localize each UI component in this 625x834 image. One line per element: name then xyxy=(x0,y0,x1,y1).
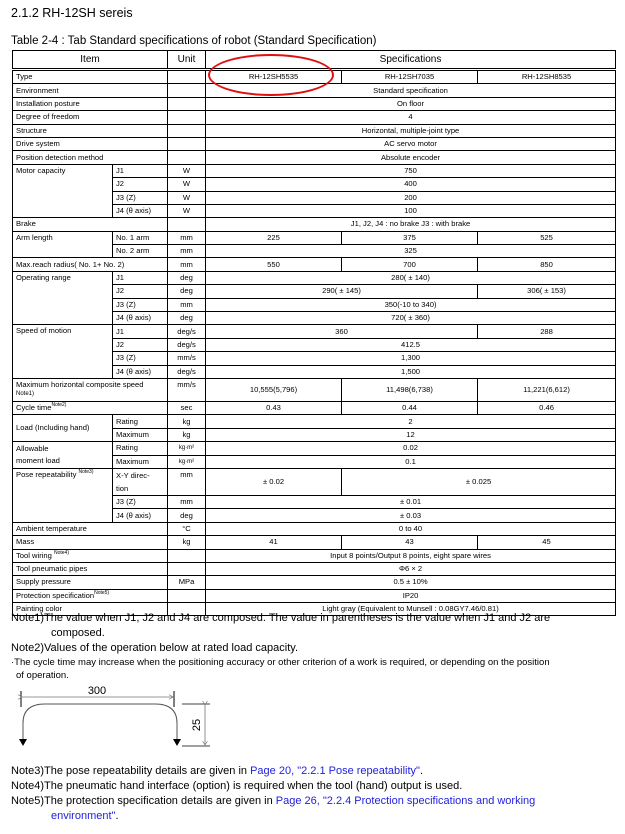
row-value: 400 xyxy=(206,178,616,191)
sub-label: J4 (θ axis) xyxy=(113,509,168,522)
table-row xyxy=(13,589,616,602)
unit: W xyxy=(168,164,206,177)
row-value: IP20 xyxy=(206,589,616,602)
arrow-down-right-icon xyxy=(173,739,181,746)
row-label xyxy=(13,589,168,602)
unit: W xyxy=(168,191,206,204)
table-row xyxy=(13,84,616,97)
wiring-label: Tool wiring xyxy=(16,550,52,560)
unit: mm xyxy=(168,258,206,271)
table-row xyxy=(13,271,616,284)
value-8535: 850 xyxy=(478,258,616,271)
unit: mm xyxy=(168,468,206,495)
row-value: Standard specification xyxy=(206,84,616,97)
row-label: Structure xyxy=(13,124,168,137)
unit: mm xyxy=(168,245,206,258)
table-row xyxy=(13,325,616,338)
table-row xyxy=(13,442,616,455)
spec-table xyxy=(12,50,616,616)
xy-label-2: tion xyxy=(116,483,129,493)
type-rh-12sh7035: RH-12SH7035 xyxy=(342,70,478,84)
row-label xyxy=(13,378,168,401)
cycle-label: Cycle time xyxy=(16,403,52,413)
row-label: Operating range xyxy=(13,271,113,325)
sub-label: J3 (Z) xyxy=(113,191,168,204)
unit: deg/s xyxy=(168,365,206,378)
cycle-path-diagram xyxy=(10,683,210,763)
row-value: 1,300 xyxy=(206,352,616,365)
unit: W xyxy=(168,178,206,191)
row-label: Position detection method xyxy=(13,151,168,164)
sub-label: No. 1 arm xyxy=(113,231,168,244)
row-label: Environment xyxy=(13,84,168,97)
sub-label: J4 (θ axis) xyxy=(113,365,168,378)
note5-continued xyxy=(11,809,616,824)
unit: W xyxy=(168,204,206,217)
sub-label: Maximum xyxy=(113,455,168,468)
note-ref: Note3) xyxy=(78,468,94,475)
row-label: Mass xyxy=(13,536,168,549)
row-value: Light gray (Equivalent to Munsell : 0.08GY7.46/0.81) xyxy=(206,603,616,616)
note2-bullet: ·The cycle time may increase when the positioning accuracy or other criterion of a work is required, or depending on the position xyxy=(11,657,550,668)
table-row xyxy=(13,468,616,495)
row-value: 750 xyxy=(206,164,616,177)
table-row xyxy=(13,258,616,271)
header-item: Item xyxy=(13,51,168,70)
table-row xyxy=(13,576,616,589)
max-speed-label: Maximum horizontal composite speed xyxy=(16,379,144,389)
table-row xyxy=(13,111,616,124)
note5-link[interactable]: Page 26, "2.2.4 Protection specifications and working xyxy=(275,795,536,807)
unit: deg/s xyxy=(168,338,206,351)
arrow-down-left-icon xyxy=(19,739,27,746)
row-value: 12 xyxy=(206,428,616,441)
row-value: 720( ± 360) xyxy=(206,312,616,325)
sub-label: J3 (Z) xyxy=(113,298,168,311)
table-row xyxy=(13,455,616,468)
note-ref: Note2) xyxy=(51,402,67,409)
note5 xyxy=(11,794,616,809)
sub-label: J4 (θ axis) xyxy=(113,204,168,217)
table-row xyxy=(13,231,616,244)
sub-label: Rating xyxy=(113,415,168,428)
unit: °C xyxy=(168,522,206,535)
row-label: Allowable xyxy=(13,442,113,455)
row-label: Painting color xyxy=(13,603,168,616)
row-value: 2 xyxy=(206,415,616,428)
table-row xyxy=(13,401,616,414)
row-value: 325 xyxy=(206,245,616,258)
row-value: AC servo motor xyxy=(206,137,616,150)
sub-label: J3 (Z) xyxy=(113,495,168,508)
row-value: Horizontal, multiple-joint type xyxy=(206,124,616,137)
sub-label: J4 (θ axis) xyxy=(113,312,168,325)
note4: Note4)The pneumatic hand interface (option) is required when the tool (hand) output is used. xyxy=(11,780,463,792)
note-ref: Note5) xyxy=(94,589,110,596)
note5-end: . xyxy=(115,810,119,822)
note5-link-continued[interactable]: environment" xyxy=(51,810,116,822)
row-label xyxy=(13,468,113,522)
sub-label: J1 xyxy=(113,271,168,284)
row-label: Speed of motion xyxy=(13,325,113,379)
unit: deg/s xyxy=(168,325,206,338)
sub-label: J2 xyxy=(113,338,168,351)
value-8535: 288 xyxy=(478,325,616,338)
note2-bullet-continued: of operation. xyxy=(16,670,69,681)
note3-end: . xyxy=(419,765,424,777)
note2: Note2)Values of the operation below at rated load capacity. xyxy=(11,642,298,654)
value-5535: 10,555(5,796) xyxy=(206,378,342,401)
unit: deg xyxy=(168,285,206,298)
table-row xyxy=(13,218,616,231)
unit: mm xyxy=(168,495,206,508)
note1: Note1)The value when J1, J2 and J4 are composed. The value in parentheses is the value when J1 and J2 are xyxy=(11,612,551,624)
table-caption: Table 2-4 : Tab Standard specifications of robot (Standard Specification) xyxy=(11,35,377,47)
row-value: 100 xyxy=(206,204,616,217)
row-value: ± 0.03 xyxy=(206,509,616,522)
unit: kg xyxy=(168,415,206,428)
repeat-label: Pose repeatability xyxy=(16,469,77,479)
row-label: Type xyxy=(13,70,168,84)
unit: deg xyxy=(168,271,206,284)
value-8535: 11,221(6,612) xyxy=(478,378,616,401)
type-rh-12sh8535: RH-12SH8535 xyxy=(478,70,616,84)
row-label: Degree of freedom xyxy=(13,111,168,124)
row-label: Supply pressure xyxy=(13,576,168,589)
note-ref: Note1) xyxy=(16,390,35,397)
unit: deg xyxy=(168,509,206,522)
table-row xyxy=(13,522,616,535)
row-value: 0.1 xyxy=(206,455,616,468)
row-value: 0.5 ± 10% xyxy=(206,576,616,589)
row-value: 200 xyxy=(206,191,616,204)
table-row xyxy=(13,562,616,575)
value-5535: 41 xyxy=(206,536,342,549)
unit: mm/s xyxy=(168,352,206,365)
row-value: Absolute encoder xyxy=(206,151,616,164)
width-label: 300 xyxy=(87,685,107,697)
row-value: ± 0.01 xyxy=(206,495,616,508)
value-7035: 0.44 xyxy=(342,401,478,414)
sub-label: Rating xyxy=(113,442,168,455)
row-value: 412.5 xyxy=(206,338,616,351)
header-specifications: Specifications xyxy=(206,51,616,70)
row-value: 0 to 40 xyxy=(206,522,616,535)
header-unit: Unit xyxy=(168,51,206,70)
row-value: 280( ± 140) xyxy=(206,271,616,284)
sub-label: J3 (Z) xyxy=(113,352,168,365)
table-row xyxy=(13,137,616,150)
value-5535: 0.43 xyxy=(206,401,342,414)
value-7035: 43 xyxy=(342,536,478,549)
protection-label: Protection specification xyxy=(16,590,95,600)
row-label: Arm length xyxy=(13,231,113,258)
value-5535-7035: 290( ± 145) xyxy=(206,285,478,298)
value-5535: 225 xyxy=(206,231,342,244)
row-label: Tool pneumatic pipes xyxy=(13,562,168,575)
sub-label: J1 xyxy=(113,325,168,338)
sub-label xyxy=(113,468,168,495)
value-8535: 45 xyxy=(478,536,616,549)
row-value: 4 xyxy=(206,111,616,124)
xy-label-1: X-Y direc- xyxy=(116,470,150,480)
row-value: 1,500 xyxy=(206,365,616,378)
row-label xyxy=(13,549,168,562)
row-label: moment load xyxy=(13,455,113,468)
section-heading: 2.1.2 RH-12SH sereis xyxy=(11,6,133,20)
unit: mm xyxy=(168,231,206,244)
note5-text: Note5)The protection specification details are given in xyxy=(11,795,276,807)
notes-section xyxy=(11,611,616,682)
table-row xyxy=(13,124,616,137)
row-label xyxy=(13,401,168,414)
unit: kg xyxy=(168,536,206,549)
note-ref: Note4) xyxy=(54,549,70,556)
height-label: 25 xyxy=(191,718,203,732)
note3 xyxy=(11,764,616,779)
value-7035-8535: ± 0.025 xyxy=(342,468,616,495)
sub-label: J1 xyxy=(113,164,168,177)
sub-label: Maximum xyxy=(113,428,168,441)
value-7035: 375 xyxy=(342,231,478,244)
row-value: 0.02 xyxy=(206,442,616,455)
row-value: Φ6 × 2 xyxy=(206,562,616,575)
row-label: Load (Including hand) xyxy=(13,415,113,442)
note3-text: Note3)The pose repeatability details are given in xyxy=(11,765,251,777)
table-row xyxy=(13,151,616,164)
unit: sec xyxy=(168,401,206,414)
row-value: J1, J2, J4 : no brake J3 : with brake xyxy=(206,218,616,231)
value-7035: 11,498(6,738) xyxy=(342,378,478,401)
motion-path xyxy=(23,704,177,739)
unit: kg xyxy=(168,428,206,441)
unit: mm/s xyxy=(168,378,206,401)
value-8535: 0.46 xyxy=(478,401,616,414)
table-header-row xyxy=(13,51,616,70)
unit: mm xyxy=(168,298,206,311)
unit: MPa xyxy=(168,576,206,589)
row-value: Input 8 points/Output 8 points, eight spare wires xyxy=(206,549,616,562)
unit: deg xyxy=(168,312,206,325)
table-row xyxy=(13,415,616,428)
unit: kg·m² xyxy=(168,442,206,455)
sub-label: J2 xyxy=(113,285,168,298)
notes-section-2 xyxy=(11,764,616,824)
row-label: Brake xyxy=(13,218,168,231)
table-row xyxy=(13,536,616,549)
table-row xyxy=(13,378,616,401)
value-8535: 525 xyxy=(478,231,616,244)
row-label: Drive system xyxy=(13,137,168,150)
row-label: Max.reach radius( No. 1+ No. 2) xyxy=(13,258,168,271)
row-label: Installation posture xyxy=(13,97,168,110)
row-value: 350(-10 to 340) xyxy=(206,298,616,311)
unit: kg·m² xyxy=(168,455,206,468)
value-7035: 700 xyxy=(342,258,478,271)
type-rh-12sh5535: RH-12SH5535 xyxy=(206,70,342,84)
value-5535-7035: 360 xyxy=(206,325,478,338)
sub-label: No. 2 arm xyxy=(113,245,168,258)
note1-continued: composed. xyxy=(51,627,105,639)
note3-link[interactable]: Page 20, "2.2.1 Pose repeatability" xyxy=(250,765,420,777)
value-8535: 306( ± 153) xyxy=(478,285,616,298)
table-row xyxy=(13,549,616,562)
table-row xyxy=(13,70,616,84)
value-5535: 550 xyxy=(206,258,342,271)
row-value: On floor xyxy=(206,97,616,110)
value-5535: ± 0.02 xyxy=(206,468,342,495)
row-label: Ambient temperature xyxy=(13,522,168,535)
row-label: Motor capacity xyxy=(13,164,113,218)
table-row xyxy=(13,164,616,177)
table-row xyxy=(13,97,616,110)
sub-label: J2 xyxy=(113,178,168,191)
